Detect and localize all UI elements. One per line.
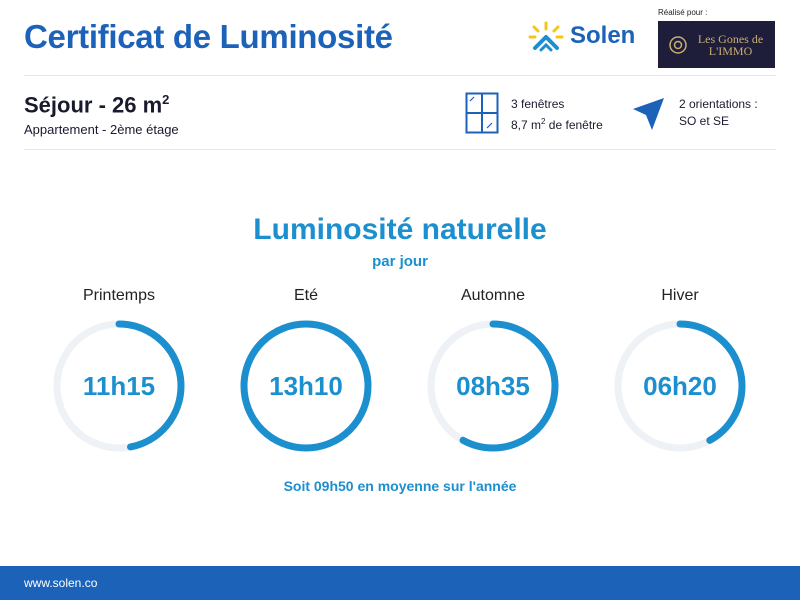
season-gauge	[226, 287, 386, 455]
season-gauge	[413, 287, 573, 455]
divider	[24, 75, 776, 76]
windows-count: 3 fenêtres	[511, 97, 565, 111]
footer	[0, 566, 800, 600]
footer-url[interactable]: www.solen.co	[24, 576, 98, 590]
season-gauge	[600, 287, 760, 455]
gauge-value: 06h20	[643, 370, 717, 401]
gauge-ring	[611, 317, 749, 455]
partner-monogram-icon	[667, 34, 689, 56]
orientation-count: 2 orientations :	[679, 97, 758, 111]
partner-name: Les Gones de L'IMMO	[697, 31, 764, 58]
section-title: Luminosité naturelle	[253, 213, 547, 246]
orientation-directions: SO et SE	[679, 114, 730, 128]
windows-area: 8,7 $m^2$ de fenêtre	[511, 117, 603, 132]
room-description: Appartement - 2ème étage	[24, 122, 179, 137]
gauge-value: 13h10	[269, 370, 343, 401]
season-label: Hiver	[661, 287, 699, 304]
gauge-ring	[237, 317, 375, 455]
season-label: Printemps	[82, 287, 156, 304]
made-for-label: Réalisé pour :	[658, 8, 708, 17]
gauge-ring	[424, 317, 562, 455]
orientation-arrow-icon	[630, 96, 666, 132]
gauge-value: 08h35	[456, 370, 530, 401]
divider	[24, 149, 776, 150]
orientation-info	[679, 96, 758, 130]
window-icon	[465, 92, 499, 134]
season-label: Automne	[460, 287, 526, 304]
sun-house-icon	[528, 20, 564, 52]
solen-logo	[528, 20, 635, 52]
partner-logo	[658, 21, 775, 68]
page-title: Certificat de Luminosité	[24, 18, 393, 55]
section-subtitle: par jour	[372, 253, 428, 270]
gauge-value: 11h15	[82, 370, 156, 401]
brand-name: Solen	[570, 22, 636, 49]
season-gauge	[39, 287, 199, 455]
yearly-average: Soit 09h50 en moyenne sur l'année	[283, 478, 517, 494]
season-label: Eté	[293, 287, 318, 304]
room-name: Séjour - 26 $m^2$	[24, 92, 170, 118]
windows-info	[511, 96, 603, 134]
gauge-ring	[50, 317, 188, 455]
